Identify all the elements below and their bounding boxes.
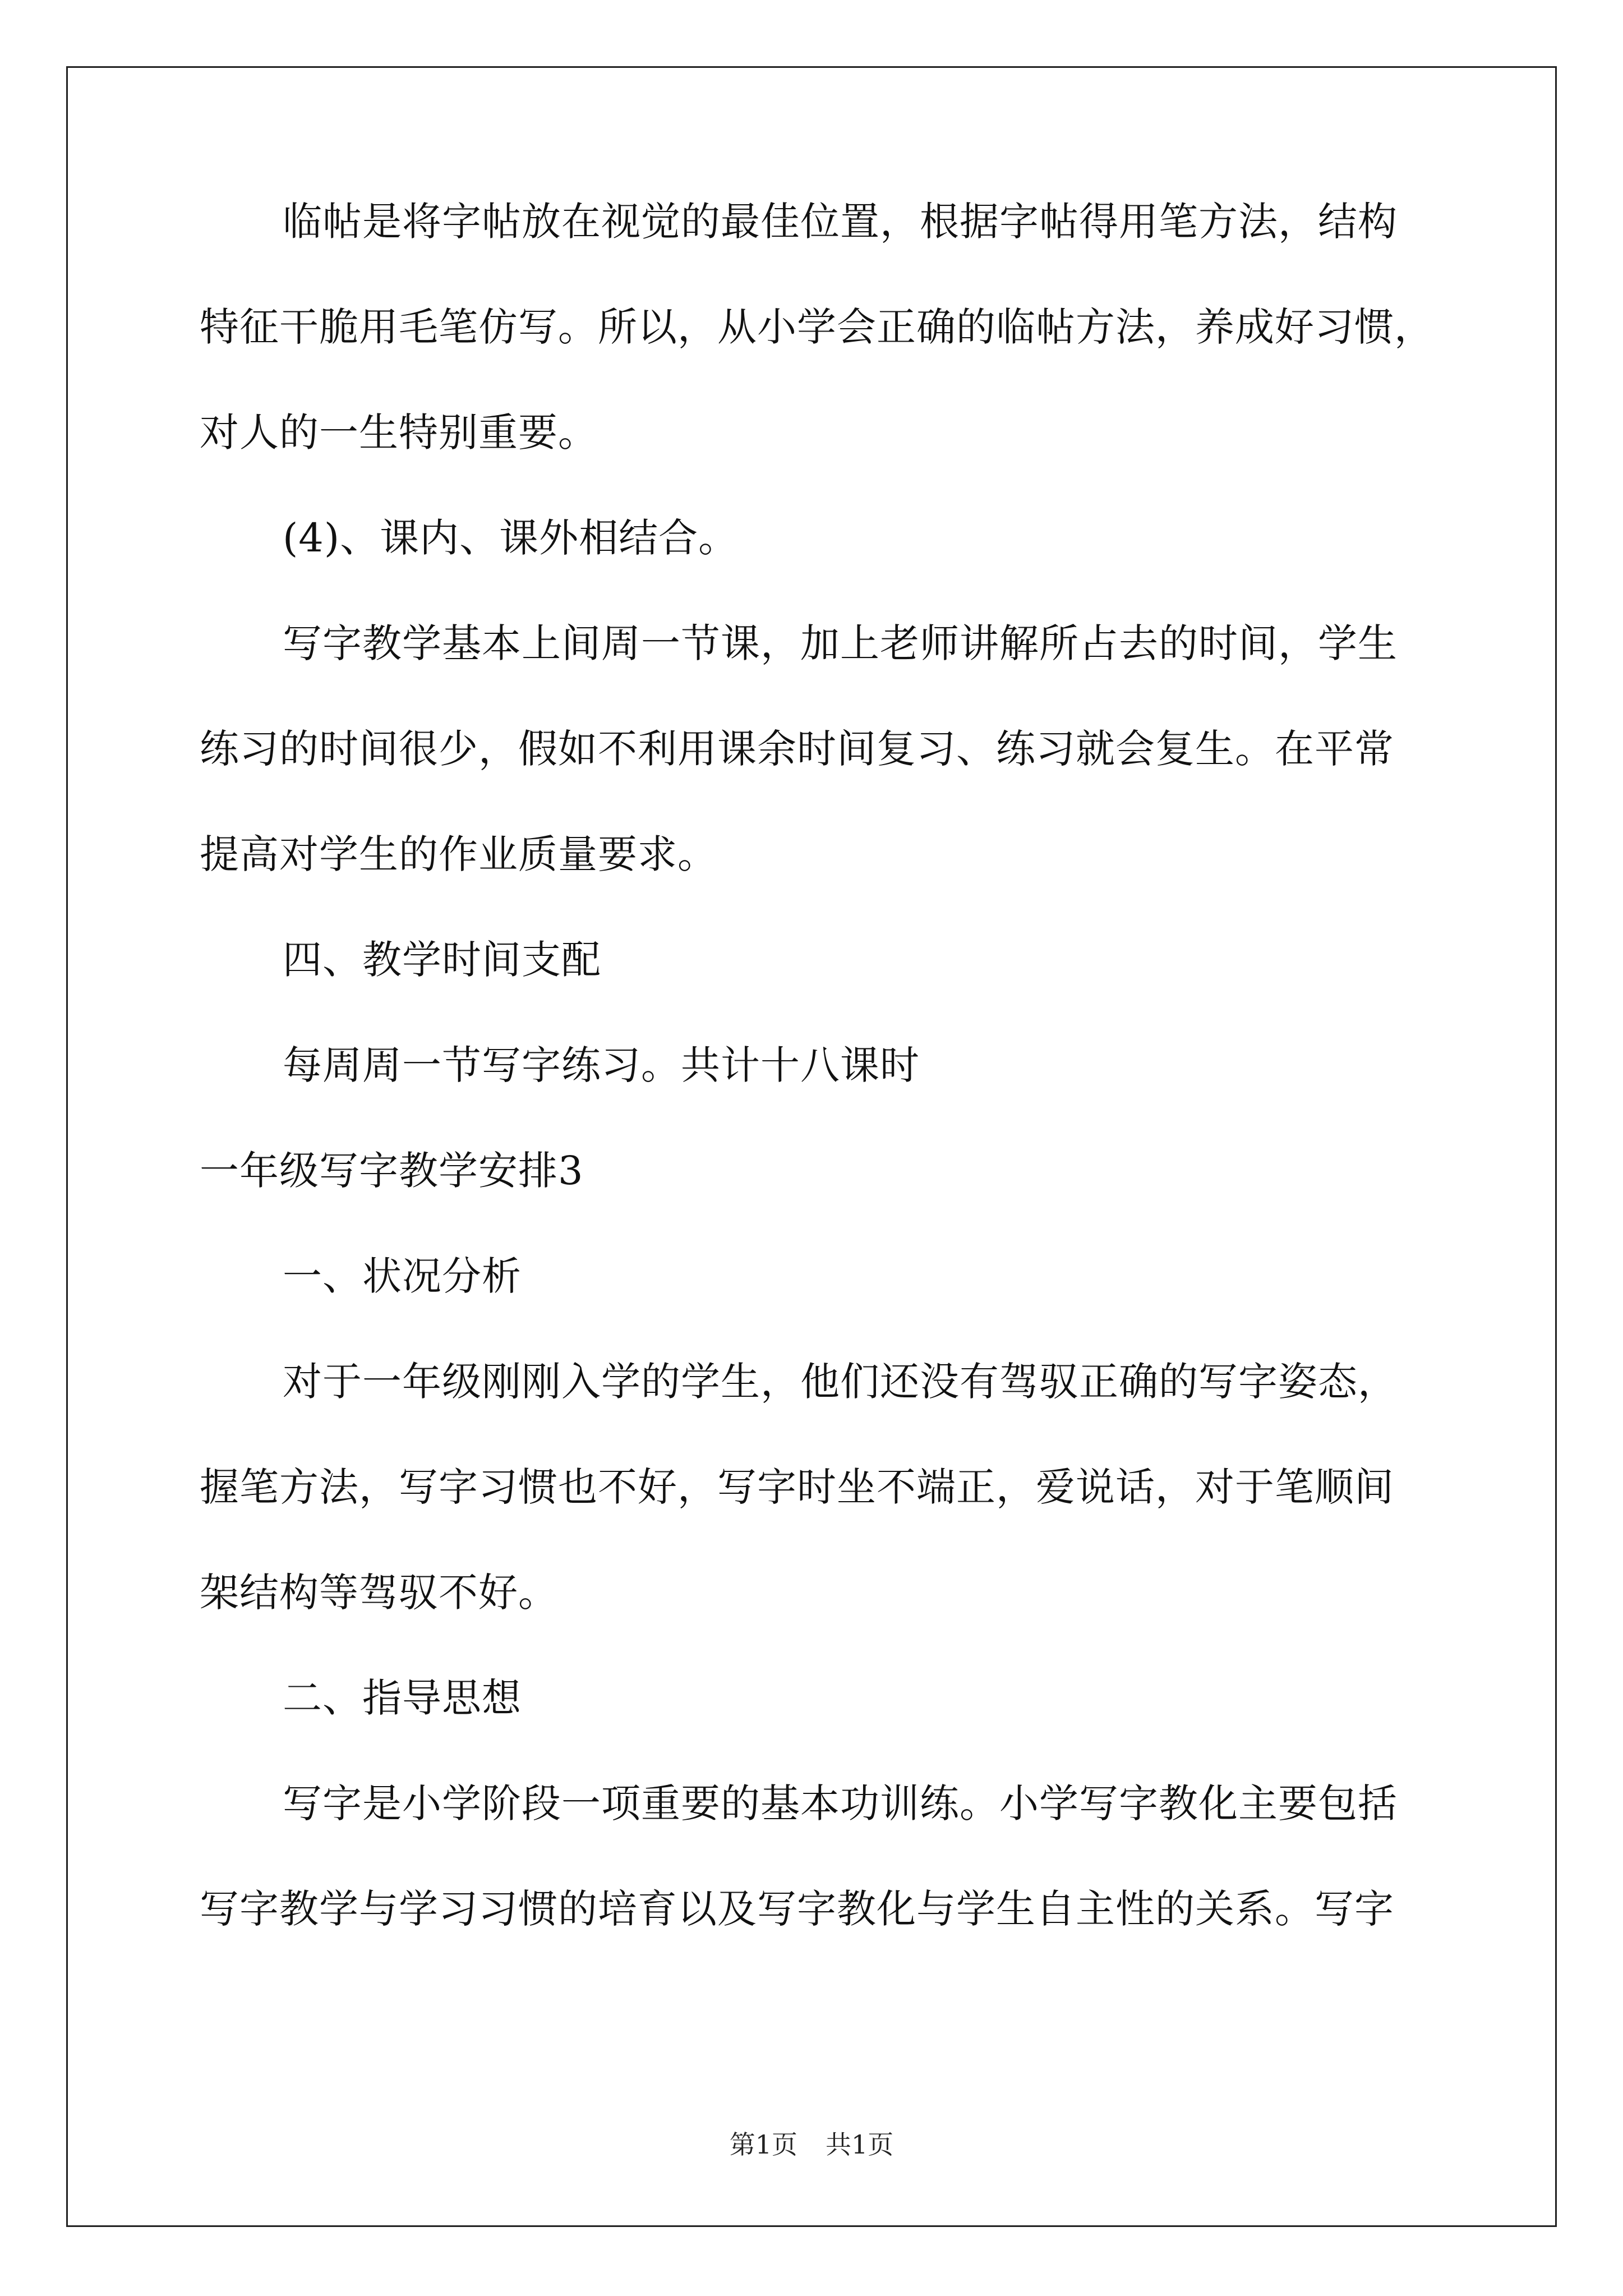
section-heading: 一、状况分析: [283, 1253, 522, 1299]
paragraph-line: 临帖是将字帖放在视觉的最佳位置，根据字帖得用笔方法，结构: [283, 199, 1398, 245]
page-number-total: 共1页: [826, 2129, 894, 2160]
paragraph-line: 每周周一节写字练习。共计十八课时: [283, 1042, 920, 1088]
section-heading: 二、指导思想: [283, 1675, 522, 1721]
paragraph-line: 特征干脆用毛笔仿写。所以，从小学会正确的临帖方法，养成好习惯，: [200, 304, 1434, 350]
paragraph-line: 练习的时间很少，假如不利用课余时间复习、练习就会复生。在平常: [200, 726, 1394, 772]
paragraph-line: (4)、课内、课外相结合。: [283, 515, 739, 561]
paragraph-line: 对于一年级刚刚入学的学生，他们还没有驾驭正确的写字姿态，: [283, 1359, 1398, 1405]
document-body: [200, 199, 1434, 1995]
paragraph-line: 写字是小学阶段一项重要的基本功训练。小学写字教化主要包括: [283, 1780, 1398, 1826]
paragraph-line: 架结构等驾驭不好。: [200, 1570, 558, 1616]
paragraph-line: 提高对学生的作业质量要求。: [200, 831, 717, 877]
paragraph-line: 写字教学与学习习惯的培育以及写字教化与学生自主性的关系。写字: [200, 1886, 1394, 1932]
document-title: 一年级写字教学安排3: [200, 1148, 584, 1194]
section-heading: 四、教学时间支配: [283, 937, 601, 983]
page-number-current: 第1页: [729, 2129, 797, 2160]
paragraph-line: 对人的一生特别重要。: [200, 409, 598, 455]
paragraph-line: 握笔方法，写字习惯也不好，写字时坐不端正，爱说话，对于笔顺间: [200, 1464, 1394, 1510]
page-footer: [0, 2129, 1623, 2160]
paragraph-line: 写字教学基本上间周一节课，加上老师讲解所占去的时间，学生: [283, 620, 1398, 666]
